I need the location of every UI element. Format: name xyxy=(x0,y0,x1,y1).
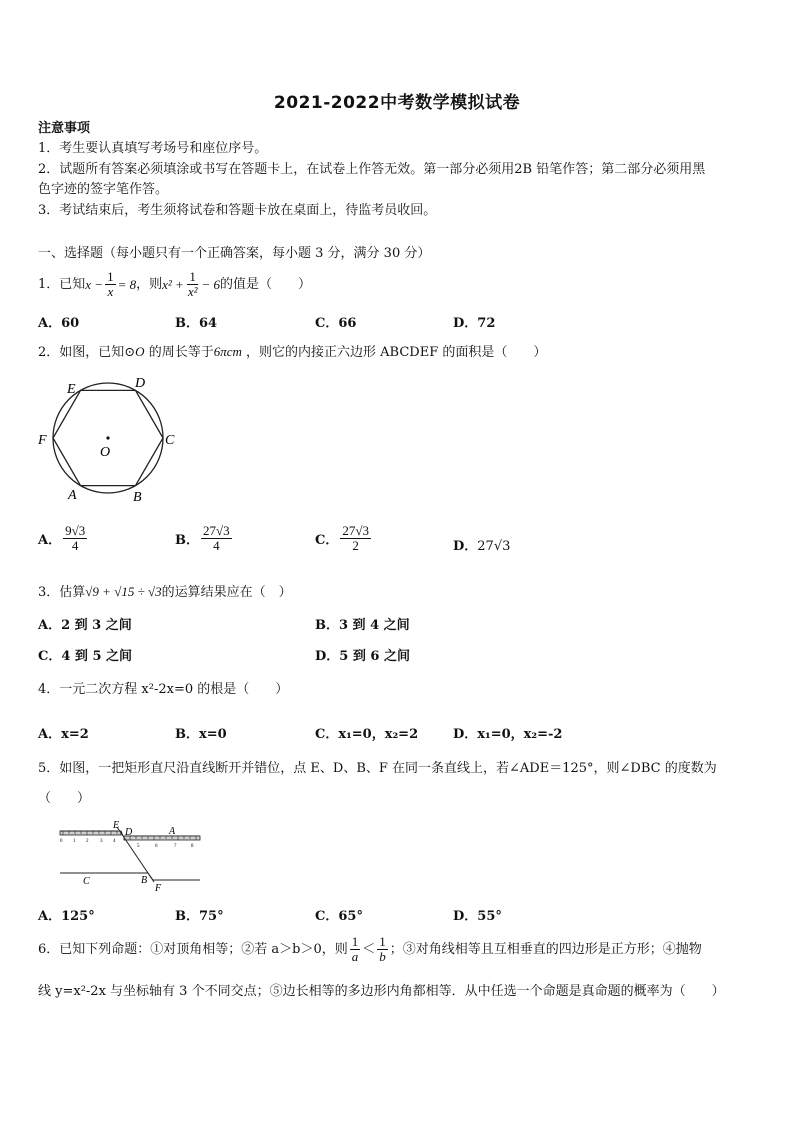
q2-text-o: O xyxy=(135,344,145,359)
q3-expr: √9 + √15 ÷ √3 xyxy=(85,584,162,599)
q4-option-b[interactable]: B．x=0 xyxy=(175,727,227,742)
q6-lt: ＜ xyxy=(362,941,376,957)
q2-option-b-num: 27√3 xyxy=(203,523,230,538)
q1-mid: ，则 xyxy=(136,276,163,292)
q5-option-d[interactable]: D．55° xyxy=(453,909,502,924)
q1-frac2-den: x² xyxy=(187,284,198,299)
question-5-line1: 5．如图，一把矩形直尺沿直线断开并错位，点 E、D、B、F 在同一条直线上，若∠ADE＝125°，则∠DBC 的度数为 xyxy=(38,761,717,776)
q4-option-a[interactable]: A．x=2 xyxy=(38,727,89,742)
tick-0: 0 xyxy=(60,839,63,844)
q1-expr2-a: x² + xyxy=(162,276,184,292)
label-b: B xyxy=(133,490,142,505)
q1-frac1-den: x xyxy=(107,284,114,299)
ruler-figure xyxy=(55,818,210,896)
hexagon-figure xyxy=(32,372,182,507)
q2-text-d: ，则它的内接正六边形 ABCDEF 的面积是（ ） xyxy=(246,345,547,360)
section-heading: 一、选择题（每小题只有一个正确答案，每小题 3 分，满分 30 分） xyxy=(38,246,431,261)
notice-item-3: 3．考试结束后，考生须将试卷和答题卡放在桌面上，待监考员收回。 xyxy=(38,203,437,218)
q4-option-d[interactable]: D．x₁=0，x₂=-2 xyxy=(453,727,563,742)
q1-frac2 xyxy=(186,270,200,299)
label-e: E xyxy=(67,382,76,397)
tick-1: 1 xyxy=(73,839,76,844)
question-1 xyxy=(38,270,311,299)
q1-expr1-b: = 8 xyxy=(117,276,137,292)
q1-option-b[interactable]: B．64 xyxy=(175,316,218,331)
label-b: B xyxy=(141,875,148,886)
tick-4: 4 xyxy=(113,839,116,844)
q2-option-a-letter: A． xyxy=(38,533,62,548)
q1-option-d[interactable]: D．72 xyxy=(453,316,496,331)
q2-option-a[interactable] xyxy=(38,524,89,553)
q5-option-c[interactable]: C．65° xyxy=(315,909,363,924)
q1-suffix: 的值是（ ） xyxy=(220,276,312,292)
q2-text-b: 的周长等于 xyxy=(148,345,214,360)
tick-6: 6 xyxy=(155,844,158,849)
q2-text-a: 2．如图，已知⊙ xyxy=(38,345,136,360)
label-f: F xyxy=(38,433,47,448)
q1-frac1-num: 1 xyxy=(107,269,114,284)
ruler-right-strip xyxy=(124,836,200,840)
q2-option-b-den: 4 xyxy=(213,538,220,553)
q2-text-c: 6πcm xyxy=(213,344,242,359)
q6-line1-a: 6．已知下列命题：①对顶角相等；②若 a＞b＞0，则 xyxy=(38,941,348,957)
q1-expr1-a: x − xyxy=(85,276,104,292)
q1-frac2-num: 1 xyxy=(189,269,196,284)
q2-option-d-letter: D． xyxy=(453,539,478,554)
label-a: A xyxy=(169,826,176,837)
notice-item-2: 2．试题所有答案必须填涂或书写在答题卡上，在试卷上作答无效。第一部分必须用2B 铅笔作答；第二部分必须用黑 xyxy=(38,162,706,177)
q2-option-a-frac xyxy=(63,524,87,553)
label-c: C xyxy=(165,433,175,448)
q1-prefix: 1．已知 xyxy=(38,276,86,292)
label-d: D xyxy=(135,376,146,391)
label-c: C xyxy=(83,876,90,887)
q5-option-a[interactable]: A．125° xyxy=(38,909,95,924)
q1-option-a[interactable]: A．60 xyxy=(38,316,80,331)
tick-8: 8 xyxy=(191,844,194,849)
notice-heading: 注意事项 xyxy=(38,121,91,136)
question-3 xyxy=(38,583,292,602)
q3-option-b[interactable]: B．3 到 4 之间 xyxy=(315,618,410,633)
q6-frac1 xyxy=(350,935,361,964)
tick-5: 5 xyxy=(137,844,140,849)
q2-option-c-frac xyxy=(340,524,371,553)
q2-option-c-letter: C． xyxy=(315,533,339,548)
q6-frac1-num: 1 xyxy=(351,934,359,949)
tick-3: 3 xyxy=(100,839,103,844)
label-o: O xyxy=(100,445,111,460)
q3-option-a[interactable]: A．2 到 3 之间 xyxy=(38,618,132,633)
q2-option-b-frac xyxy=(201,524,232,553)
q6-frac1-den: a xyxy=(351,949,359,964)
notice-item-1: 1．考生要认真填写考场号和座位序号。 xyxy=(38,141,268,156)
question-6-line1 xyxy=(38,935,702,964)
q2-option-b-letter: B． xyxy=(175,533,199,548)
q6-frac2-den: b xyxy=(379,949,386,964)
q3-option-d[interactable]: D．5 到 6 之间 xyxy=(315,649,410,664)
page-title: 2021-2022中考数学模拟试卷 xyxy=(273,93,521,113)
q6-line1-b: ；③对角线相等且互相垂直的四边形是正方形；④抛物 xyxy=(389,941,702,957)
label-e: E xyxy=(113,820,120,831)
question-2 xyxy=(38,343,546,362)
q2-option-d-value: 27√3 xyxy=(477,539,511,554)
question-4: 4．一元二次方程 x²-2x=0 的根是（ ） xyxy=(38,682,289,697)
q2-option-a-den: 4 xyxy=(71,538,79,553)
q3-prefix: 3．估算 xyxy=(38,585,86,600)
label-a: A xyxy=(68,488,77,503)
q1-option-c[interactable]: C．66 xyxy=(315,316,357,331)
q2-option-c-num: 27√3 xyxy=(342,523,369,538)
q6-frac2-num: 1 xyxy=(379,934,386,949)
q1-frac1 xyxy=(105,270,116,299)
question-6-line2: 线 y=x²-2x 与坐标轴有 3 个不同交点；⑤边长相等的多边形内角都相等．从中任选一个命题是真命题的概率为（ ） xyxy=(38,984,725,999)
q2-option-a-num: 9√3 xyxy=(65,523,86,538)
q2-option-c[interactable] xyxy=(315,524,373,553)
q2-option-b[interactable] xyxy=(175,524,234,553)
tick-7: 7 xyxy=(174,844,177,849)
q2-option-d[interactable] xyxy=(453,535,510,554)
q3-option-c[interactable]: C．4 到 5 之间 xyxy=(38,649,133,664)
q3-suffix: 的运算结果应在（ ） xyxy=(161,585,292,600)
question-5-line2: （ ） xyxy=(38,791,91,806)
q2-option-c-den: 2 xyxy=(352,538,359,553)
label-d: D xyxy=(125,827,133,838)
label-f: F xyxy=(155,883,162,894)
q1-expr2-b: − 6 xyxy=(201,276,221,292)
notice-item-2-cont: 色字迹的签字笔作答。 xyxy=(38,182,169,197)
tick-2: 2 xyxy=(86,839,89,844)
q5-option-b[interactable]: B．75° xyxy=(175,909,224,924)
q6-frac2 xyxy=(377,935,388,964)
center-point xyxy=(106,436,109,439)
q4-option-c[interactable]: C．x₁=0，x₂=2 xyxy=(315,727,419,742)
